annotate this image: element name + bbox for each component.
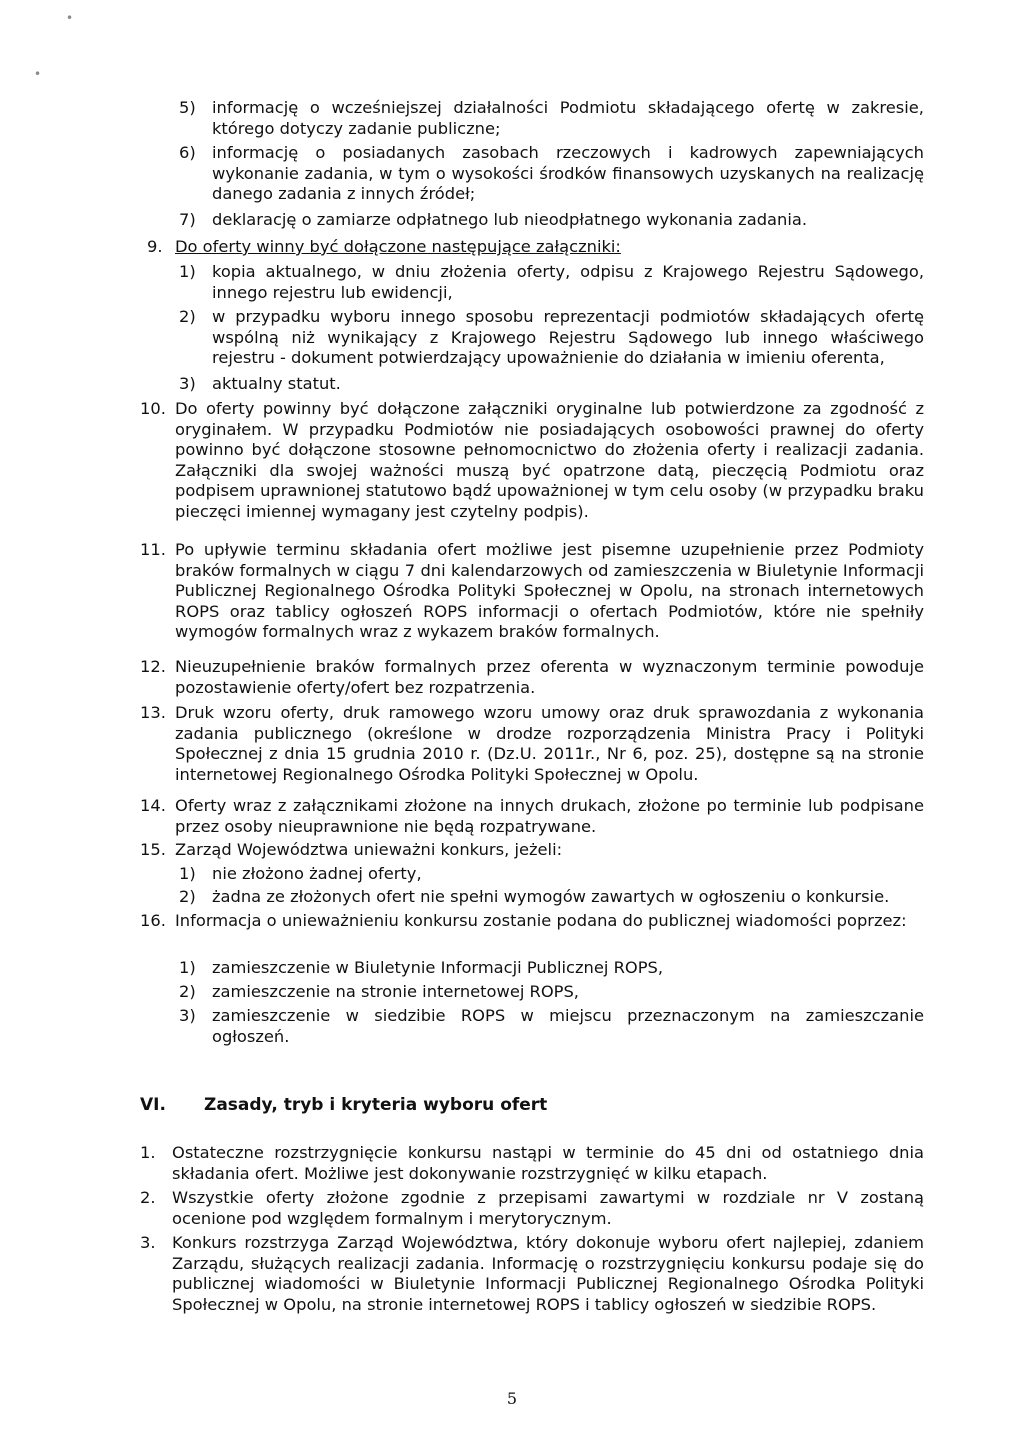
- point-number: 16.: [140, 911, 166, 930]
- list-item-number: 2): [179, 982, 196, 1001]
- list-item: informację o posiadanych zasobach rzeczowych i kadrowych zapewniających wykonanie zadania, w tym o wysokości środków finansowych uzyskanych na realizację danego zadania z innych źródeł;: [212, 143, 924, 204]
- list-item-number: 3): [179, 1006, 196, 1025]
- point-number: 13.: [140, 703, 166, 722]
- point-number: 11.: [140, 540, 166, 559]
- scan-mark: •: [66, 11, 74, 25]
- point-text: Po upływie terminu składania ofert możliwe jest pisemne uzupełnienie przez Podmioty braków formalnych w ciągu 7 dni kalendarzowych od zamieszczenia w Biuletynie Informacji Publicznej Regionalnego Ośrodka Polityki Społecznej w Opolu, na stronach internetowych ROPS oraz tablicy ogłoszeń ROPS informacji o ofertach Podmiotów, które nie spełniły wymogów formalnych wraz z wykazem braków formalnych.: [175, 540, 924, 642]
- list-item-number: 2): [179, 887, 196, 906]
- scan-mark: •: [34, 67, 42, 81]
- list-item-number: 1): [179, 958, 196, 977]
- point-number: 1.: [140, 1143, 156, 1162]
- list-item: aktualny statut.: [212, 374, 341, 393]
- list-item: zamieszczenie w Biuletynie Informacji Publicznej ROPS,: [212, 958, 664, 977]
- list-item-number: 6): [179, 143, 196, 162]
- point-number: 10.: [140, 399, 166, 418]
- list-item-number: 7): [179, 210, 196, 229]
- section-number: VI.: [140, 1095, 166, 1115]
- list-item-number: 3): [179, 374, 196, 393]
- point-text: Konkurs rozstrzyga Zarząd Województwa, który dokonuje wyboru ofert najlepiej, zdaniem Zarządu, służących realizacji zadania. Informację o rozstrzygnięciu konkursu podaje się do publicznej wiadomości w Biuletynie Informacji Publicznej Regionalnego Ośrodka Polityki Społecznej w Opolu, na stronie internetowej ROPS i tablicy ogłoszeń w siedzibie ROPS.: [172, 1233, 924, 1314]
- list-item-number: 1): [179, 864, 196, 883]
- point-text: Druk wzoru oferty, druk ramowego wzoru umowy oraz druk sprawozdania z wykonania zadania publicznego (określone w drodze rozporządzenia Ministra Pracy i Polityki Społecznej z dnia 15 grudnia 2010 r. (Dz.U. 2011r., Nr 6, poz. 25), dostępne są na stronie internetowej Regionalnego Ośrodka Polityki Społecznej w Opolu.: [175, 703, 924, 784]
- point-text: Informacja o unieważnieniu konkursu zostanie podana do publicznej wiadomości poprzez:: [175, 911, 907, 930]
- point-text: Oferty wraz z załącznikami złożone na innych drukach, złożone po terminie lub podpisane przez osoby nieuprawnione nie będą rozpatrywane.: [175, 796, 924, 836]
- point-number: 15.: [140, 840, 166, 859]
- point-number: 9.: [147, 237, 163, 256]
- list-item: nie złożono żadnej oferty,: [212, 864, 422, 883]
- point-text: Nieuzupełnienie braków formalnych przez oferenta w wyznaczonym terminie powoduje pozostawienie oferty/ofert bez rozpatrzenia.: [175, 657, 924, 697]
- list-item: kopia aktualnego, w dniu złożenia oferty, odpisu z Krajowego Rejestru Sądowego, innego rejestru lub ewidencji,: [212, 262, 924, 302]
- point-text: Do oferty winny być dołączone następujące załączniki:: [175, 237, 621, 256]
- section-title: Zasady, tryb i kryteria wyboru ofert: [204, 1095, 548, 1115]
- point-text: Do oferty powinny być dołączone załączniki oryginalne lub potwierdzone za zgodność z oryginałem. W przypadku Podmiotów nie posiadających osobowości prawnej do oferty powinno być dołączone stosowne pełnomocnictwo do złożenia oferty i realizacji zadania. Załączniki dla swojej ważności muszą być opatrzone datą, pieczęcią Podmiotu oraz podpisem uprawnionej statutowo bądź upoważnionej w tym celu osoby (w przypadku braku pieczęci imiennej wymagany jest czytelny podpis).: [175, 399, 924, 521]
- list-item-number: 2): [179, 307, 196, 326]
- list-item-number: 5): [179, 98, 196, 117]
- list-item: żadna ze złożonych ofert nie spełni wymogów zawartych w ogłoszeniu o konkursie.: [212, 887, 890, 906]
- list-item: zamieszczenie na stronie internetowej ROPS,: [212, 982, 579, 1001]
- list-item-number: 1): [179, 262, 196, 281]
- list-item: w przypadku wyboru innego sposobu reprezentacji podmiotów składających ofertę wspólną niż wynikający z Krajowego Rejestru Sądowego lub innego właściwego rejestru - dokument potwierdzający upoważnienie do działania w imieniu oferenta,: [212, 307, 924, 368]
- list-item: deklarację o zamiarze odpłatnego lub nieodpłatnego wykonania zadania.: [212, 210, 808, 229]
- point-number: 3.: [140, 1233, 156, 1252]
- point-text: Ostateczne rozstrzygnięcie konkursu nastąpi w terminie do 45 dni od ostatniego dnia składania ofert. Możliwe jest dokonywanie rozstrzygnięć w kilku etapach.: [172, 1143, 924, 1183]
- list-item: zamieszczenie w siedzibie ROPS w miejscu przeznaczonym na zamieszczanie ogłoszeń.: [212, 1006, 924, 1046]
- list-item: informację o wcześniejszej działalności Podmiotu składającego ofertę w zakresie, którego dotyczy zadanie publiczne;: [212, 98, 924, 138]
- point-number: 2.: [140, 1188, 156, 1207]
- page-number: 5: [506, 1389, 518, 1408]
- point-number: 12.: [140, 657, 166, 676]
- point-text: Wszystkie oferty złożone zgodnie z przepisami zawartymi w rozdziale nr V zostaną ocenione pod względem formalnym i merytorycznym.: [172, 1188, 924, 1228]
- point-number: 14.: [140, 796, 166, 815]
- point-text: Zarząd Województwa unieważni konkurs, jeżeli:: [175, 840, 563, 859]
